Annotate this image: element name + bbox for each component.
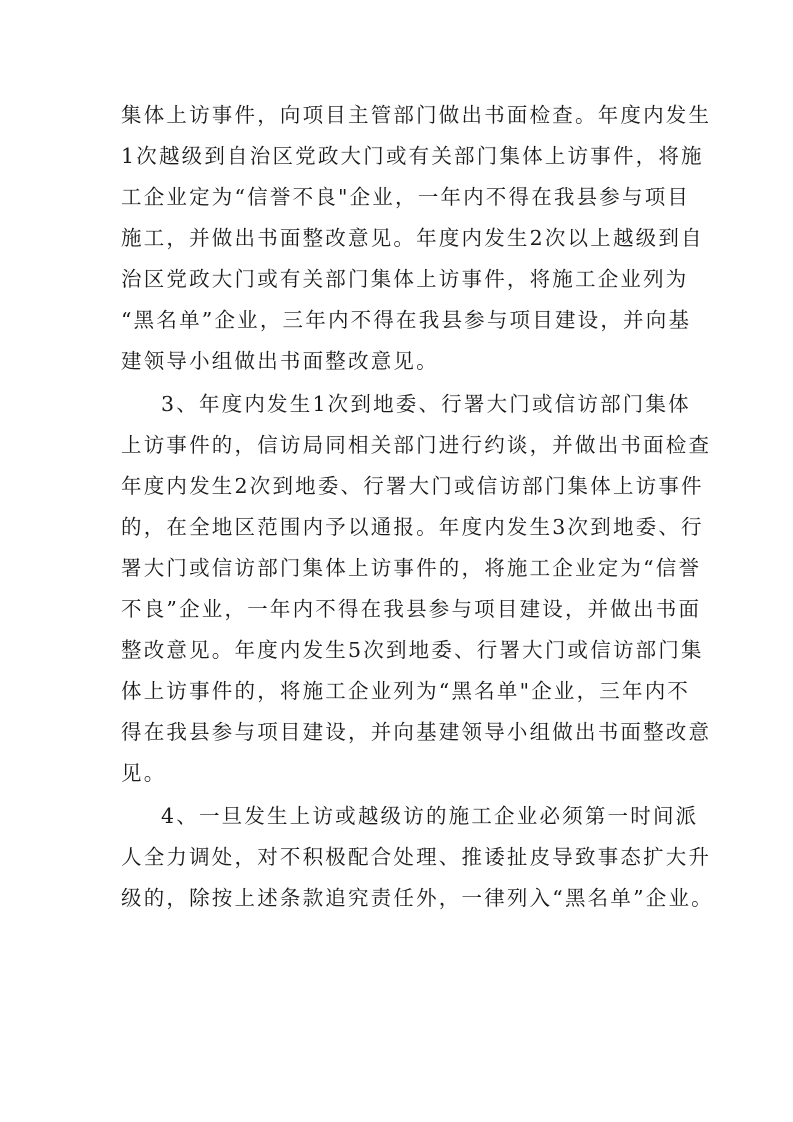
text-line: 体上访事件的，将施工企业列为“黑名单"企业，三年内不 bbox=[121, 679, 691, 703]
text-line: 4、一旦发生上访或越级访的施工企业必须第一时间派 bbox=[161, 804, 699, 828]
text-line: 署大门或信访部门集体上访事件的，将施工企业定为“信誉 bbox=[121, 556, 702, 580]
text-line: 得在我县参与项目建设，并向基建领导小组做出书面整改意 bbox=[121, 720, 712, 744]
text-line: 年度内发生2次到地委、行署大门或信访部门集体上访事件 bbox=[121, 474, 704, 498]
text-line: “黑名单”企业，三年内不得在我县参与项目建设，并向基 bbox=[121, 308, 692, 332]
text-line: 不良”企业，一年内不得在我县参与项目建设，并做出书面 bbox=[121, 597, 702, 621]
text-line: 1次越级到自治区党政大门或有关部门集体上访事件，将施 bbox=[121, 144, 704, 168]
text-line: 见。 bbox=[121, 761, 167, 785]
text-line: 整改意见。年度内发生5次到地委、行署大门或信访部门集 bbox=[121, 638, 704, 662]
text-line: 施工，并做出书面整改意见。年度内发生2次以上越级到自 bbox=[121, 226, 704, 250]
text-line: 人全力调处，对不积极配合处理、推诿扯皮导致事态扩大升 bbox=[121, 845, 712, 869]
text-line: 级的，除按上述条款追究责任外，一律列入“黑名单”企业。 bbox=[121, 886, 714, 910]
text-line: 建领导小组做出书面整改意见。 bbox=[121, 349, 439, 373]
text-line: 上访事件的，信访局同相关部门进行约谈，并做出书面检查 bbox=[121, 433, 712, 457]
text-line: 治区党政大门或有关部门集体上访事件，将施工企业列为 bbox=[121, 267, 689, 291]
text-line: 集体上访事件，向项目主管部门做出书面检查。年度内发生 bbox=[121, 103, 712, 127]
paragraph-2 bbox=[121, 384, 712, 794]
document-body bbox=[121, 95, 714, 919]
paragraph-3 bbox=[121, 796, 714, 919]
text-line: 工企业定为“信誉不良"企业，一年内不得在我县参与项目 bbox=[121, 185, 691, 209]
text-line: 的，在全地区范围内予以通报。年度内发生3次到地委、行 bbox=[121, 515, 704, 539]
paragraph-1 bbox=[121, 95, 712, 382]
text-line: 3、年度内发生1次到地委、行署大门或信访部门集体 bbox=[161, 392, 691, 416]
